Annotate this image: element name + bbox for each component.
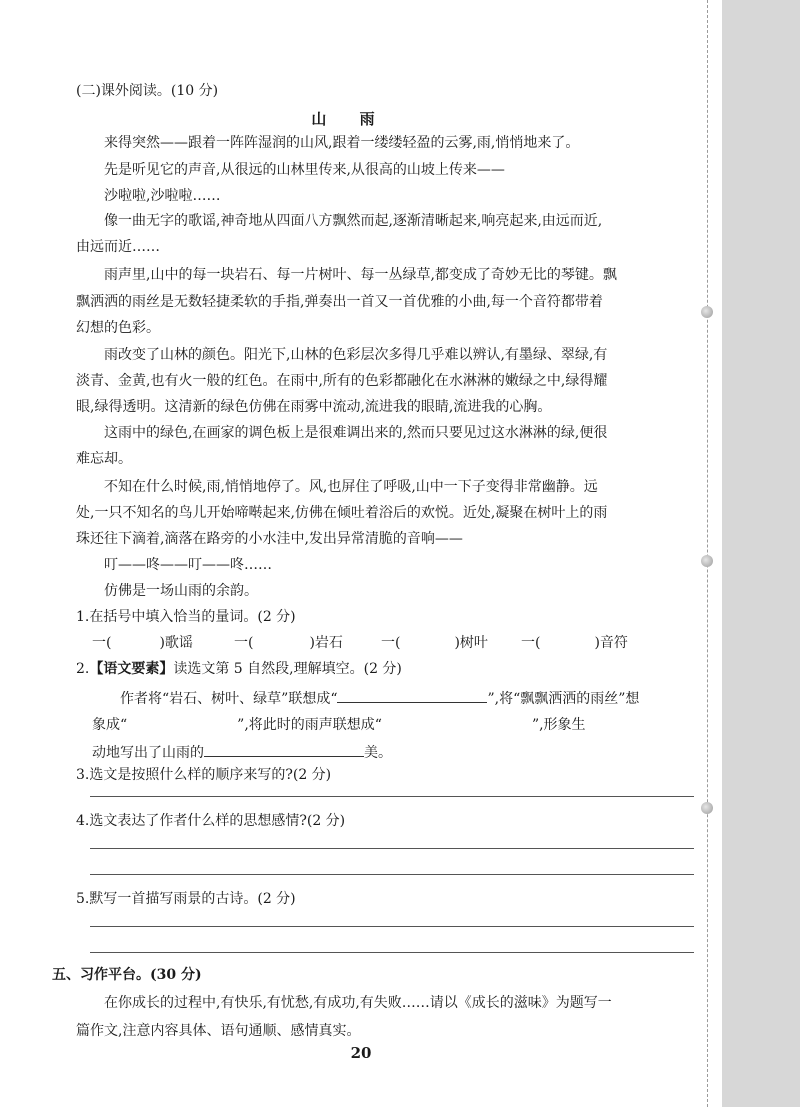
passage-line: 由远而近…… [76,239,160,255]
q2-blank-1[interactable] [337,688,487,703]
q1-item: 一( )歌谣 [92,635,193,651]
q1-item: 一( )音符 [521,635,628,651]
passage-line: 淡青、金黄,也有火一般的红色。在雨中,所有的色彩都融化在水淋淋的嫩绿之中,绿得耀 [76,373,608,389]
passage-line: 这雨中的绿色,在画家的调色板上是很难调出来的,然而只要见过这水淋淋的绿,便很 [104,425,608,441]
answer-line[interactable] [90,848,694,849]
composition-prompt-line-2: 篇作文,注意内容具体、语句通顺、感情真实。 [76,1023,361,1039]
passage-line: 沙啦啦,沙啦啦…… [104,188,221,204]
answer-line[interactable] [90,952,694,953]
passage-line: 幻想的色彩。 [76,320,160,336]
passage-line: 仿佛是一场山雨的余韵。 [104,583,258,599]
q1-item: 一( )岩石 [234,635,343,651]
passage-line: 先是听见它的声音,从很远的山林里传来,从很高的山坡上传来—— [104,162,505,178]
passage-title: 山 雨 [311,110,389,128]
passage-line: 不知在什么时候,雨,悄悄地停了。风,也屏住了呼吸,山中一下子变得非常幽静。远 [104,479,598,495]
answer-line[interactable] [90,874,694,875]
passage-line: 飘洒洒的雨丝是无数轻捷柔软的手指,弹奏出一首又一首优雅的小曲,每一个音符都带着 [76,294,603,310]
passage-line: 眼,绿得透明。这清新的绿色仿佛在雨雾中流动,流进我的眼睛,流进我的心胸。 [76,399,552,415]
binding-margin [722,0,800,1107]
answer-line[interactable] [90,796,694,797]
composition-heading: 五、习作平台。(30 分) [52,967,202,983]
passage-line: 珠还往下滴着,滴落在路旁的小水洼中,发出异常清脆的音响—— [76,531,463,547]
question-2: 2.【语文要素】读选文第 5 自然段,理解填空。(2 分) [76,661,402,677]
q2-line-2: 象成“ ”,将此时的雨声联想成“ ”,形象生 [92,717,586,733]
question-1: 1.在括号中填入恰当的量词。(2 分) [76,609,296,625]
passage-line: 像一曲无字的歌谣,神奇地从四面八方飘然而起,逐渐清晰起来,响亮起来,由远而近, [104,213,603,229]
binding-hole-icon [701,306,713,318]
answer-line[interactable] [90,926,694,927]
q2-line-1: 作者将“岩石、树叶、绿草”联想成“ ”,将“飘飘洒洒的雨丝”想 [120,688,639,708]
passage-line: 雨改变了山林的颜色。阳光下,山林的色彩层次多得几乎难以辨认,有墨绿、翠绿,有 [104,347,608,363]
q2-tag: 【语文要素】 [89,661,174,677]
binding-hole-icon [701,802,713,814]
page-number: 20 [350,1044,372,1062]
passage-line: 难忘却。 [76,451,132,467]
question-4: 4.选文表达了作者什么样的思想感情?(2 分) [76,813,346,829]
passage-line: 雨声里,山中的每一块岩石、每一片树叶、每一丛绿草,都变成了奇妙无比的琴键。飘 [104,267,617,283]
passage-line: 叮——咚——叮——咚…… [104,557,272,573]
composition-prompt-line-1: 在你成长的过程中,有快乐,有忧愁,有成功,有失败……请以《成长的滋味》为题写一 [104,995,612,1011]
section-heading: (二)课外阅读。(10 分) [76,83,219,99]
binding-fold-line [707,0,708,1107]
q2-blank-4[interactable] [204,742,364,757]
q1-item: 一( )树叶 [381,635,488,651]
question-5: 5.默写一首描写雨景的古诗。(2 分) [76,891,296,907]
passage-line: 来得突然——跟着一阵阵湿润的山风,跟着一缕缕轻盈的云雾,雨,悄悄地来了。 [104,135,580,151]
q2-line-3: 动地写出了山雨的 美。 [92,742,392,762]
question-3: 3.选文是按照什么样的顺序来写的?(2 分) [76,767,332,783]
binding-hole-icon [701,555,713,567]
passage-line: 处,一只不知名的鸟儿开始啼啭起来,仿佛在倾吐着浴后的欢悦。近处,凝聚在树叶上的雨 [76,505,608,521]
